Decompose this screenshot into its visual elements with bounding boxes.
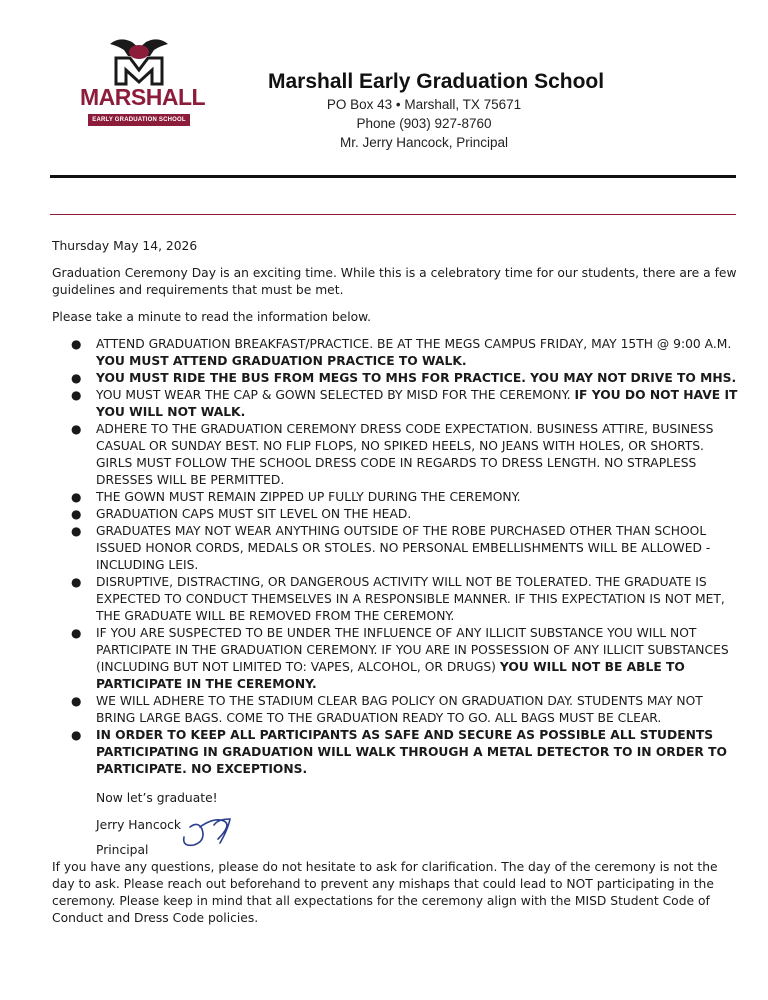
bullet-icon: ● [71,490,82,504]
logo-wordmark: MARSHALL [80,84,206,110]
school-name: Marshall Early Graduation School [268,70,605,93]
bullet-icon: ● [71,337,82,351]
list-item: ● GRADUATES MAY NOT WEAR ANYTHING OUTSIDE OF THE ROBE PURCHASED OTHER THAN SCHOOL ISSUED HONOR CORDS, MEDALS OR STOLES. NO PERSONAL EMBELLISHMENTS WILL BE ALLOWED - INCLUDING LEIS. [71,524,711,572]
signer-name: Jerry Hancock [96,818,182,832]
closing-line: Now let’s graduate! [96,791,218,805]
list-item: ● GRADUATION CAPS MUST SIT LEVEL ON THE HEAD. [71,507,412,521]
header-divider-thin [50,214,736,215]
mustang-m-emblem [80,34,198,86]
bullet-icon: ● [71,507,82,521]
principal-line: Mr. Jerry Hancock, Principal [339,135,509,150]
bullet-icon: ● [71,575,82,589]
bullet-icon: ● [71,524,82,538]
logo-band: EARLY GRADUATION SCHOOL [88,114,190,126]
signature-block [52,790,740,859]
letter-body [52,238,740,937]
school-logo [80,34,206,134]
letter-date: Thursday May 14, 2026 [52,239,198,253]
list-item: ● WE WILL ADHERE TO THE STADIUM CLEAR BAG POLICY ON GRADUATION DAY. STUDENTS MAY NOT BRING LARGE BAGS. COME TO THE GRADUATION READY TO GO. ALL BAGS MUST BE CLEAR. [71,694,703,725]
header-divider-thick [50,175,736,178]
list-item: ● IN ORDER TO KEEP ALL PARTICIPANTS AS SAFE AND SECURE AS POSSIBLE ALL STUDENTS PARTICIPATING IN GRADUATION WILL WALK THROUGH A METAL DETECTOR TO IN ORDER TO PARTICIPATE. NO EXCEPTIONS. [71,728,727,776]
signer-title: Principal [96,843,149,857]
school-address: PO Box 43 • Marshall, TX 75671 [326,97,522,112]
letter-intro: Graduation Ceremony Day is an exciting time. While this is a celebratory time for our students, there are a few guidelines and requirements that must be met. [52,266,737,297]
letter-footer: If you have any questions, please do not hesitate to ask for clarification. The day of the ceremony is not the day to ask. Please reach out beforehand to prevent any mishaps that could lead to NOT participating in the ceremony. Please keep in mind that all expectations for the ceremony align with the MISD Student Code of Conduct and Dress Code policies. [52,860,718,925]
bullet-icon: ● [71,371,82,385]
list-item: ● THE GOWN MUST REMAIN ZIPPED UP FULLY DURING THE CEREMONY. [71,490,521,504]
bullet-icon: ● [71,694,82,708]
list-item: ● DISRUPTIVE, DISTRACTING, OR DANGEROUS ACTIVITY WILL NOT BE TOLERATED. THE GRADUATE IS EXPECTED TO CONDUCT THEMSELVES IN A RESPONSIBLE MANNER. IF THIS EXPECTATION IS NOT MET, THE GRADUATE WILL BE REMOVED FROM THE CEREMONY. [71,575,725,623]
bullet-icon: ● [71,388,82,402]
list-item: ● IF YOU ARE SUSPECTED TO BE UNDER THE INFLUENCE OF ANY ILLICIT SUBSTANCE YOU WILL NOT PARTICIPATE IN THE GRADUATION CEREMONY. IF YOU ARE IN POSSESSION OF ANY ILLICIT SUBSTANCES (INCLUDING BUT NOT LIMITED TO: VAPES, ALCOHOL, OR DRUGS) YOU WILL NOT BE ABLE TO PARTICIPATE IN THE CEREMONY. [71,626,729,691]
handwritten-signature [180,815,236,851]
list-item: ● ADHERE TO THE GRADUATION CEREMONY DRESS CODE EXPECTATION. BUSINESS ATTIRE, BUSINESS CASUAL OR SUNDAY BEST. NO FLIP FLOPS, NO SPIKED HEELS, NO JEANS WITH HOLES, OR SHORTS. GIRLS MUST FOLLOW THE SCHOOL DRESS CODE IN REGARDS TO DRESS LENGTH. NO STRAPLESS DRESSES WILL BE PERMITTED. [71,422,714,487]
school-phone: Phone (903) 927-8760 [356,116,492,131]
bullet-icon: ● [71,728,82,742]
list-item: ● YOU MUST WEAR THE CAP & GOWN SELECTED BY MISD FOR THE CEREMONY. IF YOU DO NOT HAVE IT YOU WILL NOT WALK. [71,388,738,419]
bullet-icon: ● [71,422,82,436]
guidelines-list [52,336,740,778]
bullet-icon: ● [71,626,82,640]
letter-read-note: Please take a minute to read the information below. [52,310,372,324]
list-item: ● YOU MUST RIDE THE BUS FROM MEGS TO MHS FOR PRACTICE. YOU MAY NOT DRIVE TO MHS. [71,371,737,385]
list-item: ● ATTEND GRADUATION BREAKFAST/PRACTICE. BE AT THE MEGS CAMPUS FRIDAY, MAY 15TH @ 9:00 A.M. YOU MUST ATTEND GRADUATION PRACTICE TO WALK. [71,337,732,368]
